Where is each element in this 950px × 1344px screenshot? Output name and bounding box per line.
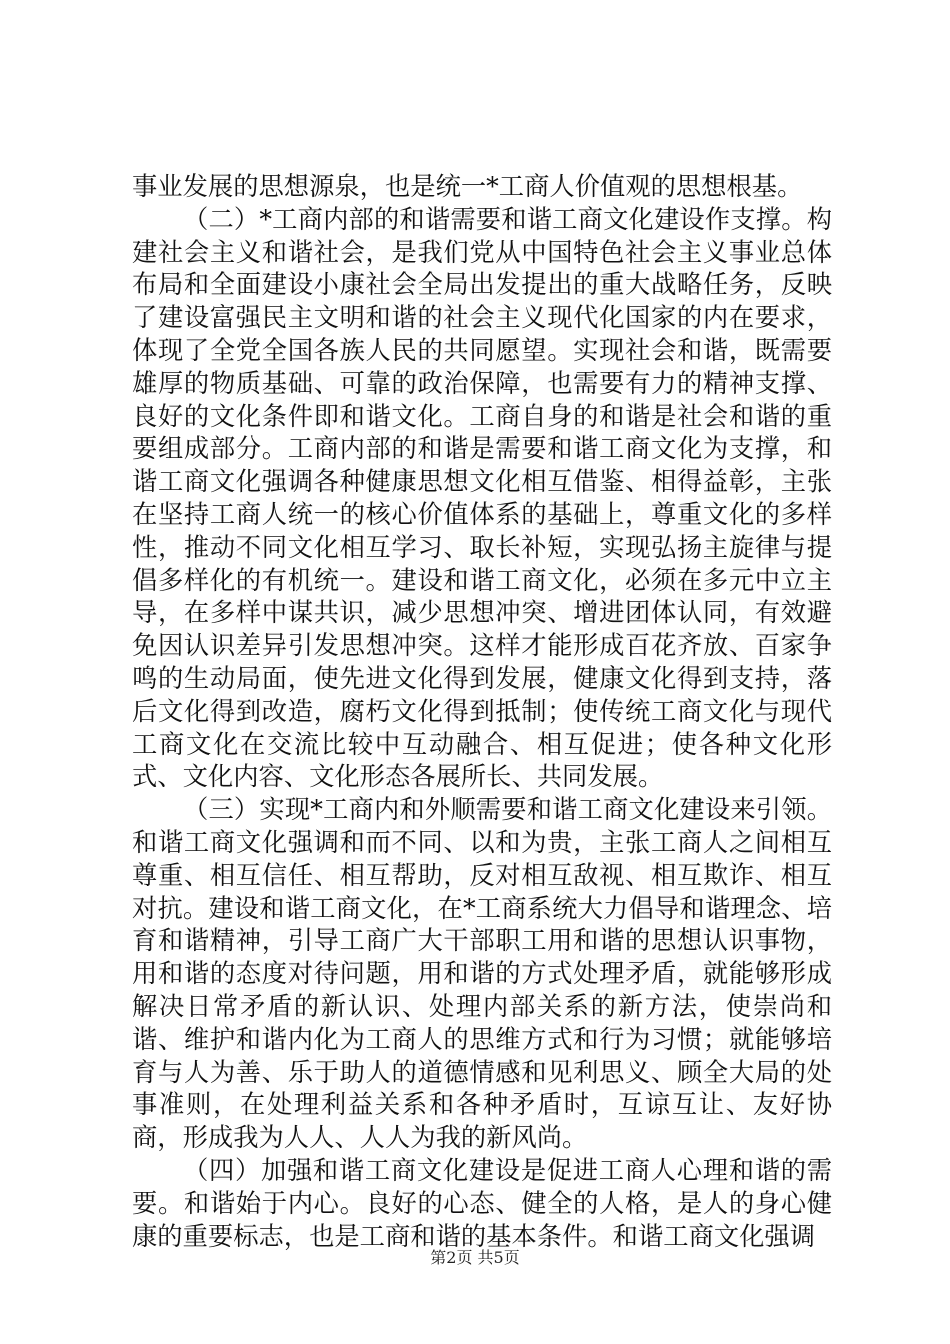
paragraph-section-4: （四）加强和谐工商文化建设是促进工商人心理和谐的需要。和谐始于内心。良好的心态、健全的人格，是人的身心健康的重要标志，也是工商和谐的基本条件。和谐工商文化强调: [132, 1155, 832, 1251]
paragraph-section-3: （三）实现*工商内和外顺需要和谐工商文化建设来引领。和谐工商文化强调和而不同、以和为贵，主张工商人之间相互尊重、相互信任、相互帮助，反对相互敌视、相互欺诈、相互对抗。建设和谐工商文化，在*工商系统大力倡导和谐理念、培育和谐精神，引导工商广大干部职工用和谐的思想认识事物，用和谐的态度对待问题，用和谐的方式处理矛盾，就能够形成解决日常矛盾的新认识、处理内部关系的新方法，使崇尚和谐、维护和谐内化为工商人的思维方式和行为习惯；就能够培育与人为善、乐于助人的道德情感和见利思义、顾全大局的处事准则，在处理利益关系和各种矛盾时，互谅互让、友好协商，形成我为人人、人人为我的新风尚。: [132, 795, 832, 1153]
page-number-footer: 第2页 共5页: [430, 1248, 520, 1267]
paragraph-continued: 事业发展的思想源泉，也是统一*工商人价值观的思想根基。: [132, 172, 803, 201]
document-body: [132, 171, 832, 1253]
paragraph-section-2: （二）*工商内部的和谐需要和谐工商文化建设作支撑。构建社会主义和谐社会，是我们党从中国特色社会主义事业总体布局和全面建设小康社会全局出发提出的重大战略任务，反映了建设富强民主文明和谐的社会主义现代化国家的内在要求，体现了全党全国各族人民的共同愿望。实现社会和谐，既需要雄厚的物质基础、可靠的政治保障，也需要有力的精神支撑、良好的文化条件即和谐文化。工商自身的和谐是社会和谐的重要组成部分。工商内部的和谐是需要和谐工商文化为支撑，和谐工商文化强调各种健康思想文化相互借鉴、相得益彰，主张在坚持工商人统一的核心价值体系的基础上，尊重文化的多样性，推动不同文化相互学习、取长补短，实现弘扬主旋律与提倡多样化的有机统一。建设和谐工商文化，必须在多元中立主导，在多样中谋共识，减少思想冲突、增进团体认同，有效避免因认识差异引发思想冲突。这样才能形成百花齐放、百家争鸣的生动局面，使先进文化得到发展，健康文化得到支持，落后文化得到改造，腐朽文化得到抵制；使传统工商文化与现代工商文化在交流比较中互动融合、相互促进；使各种文化形式、文化内容、文化形态各展所长、共同发展。: [132, 204, 832, 792]
